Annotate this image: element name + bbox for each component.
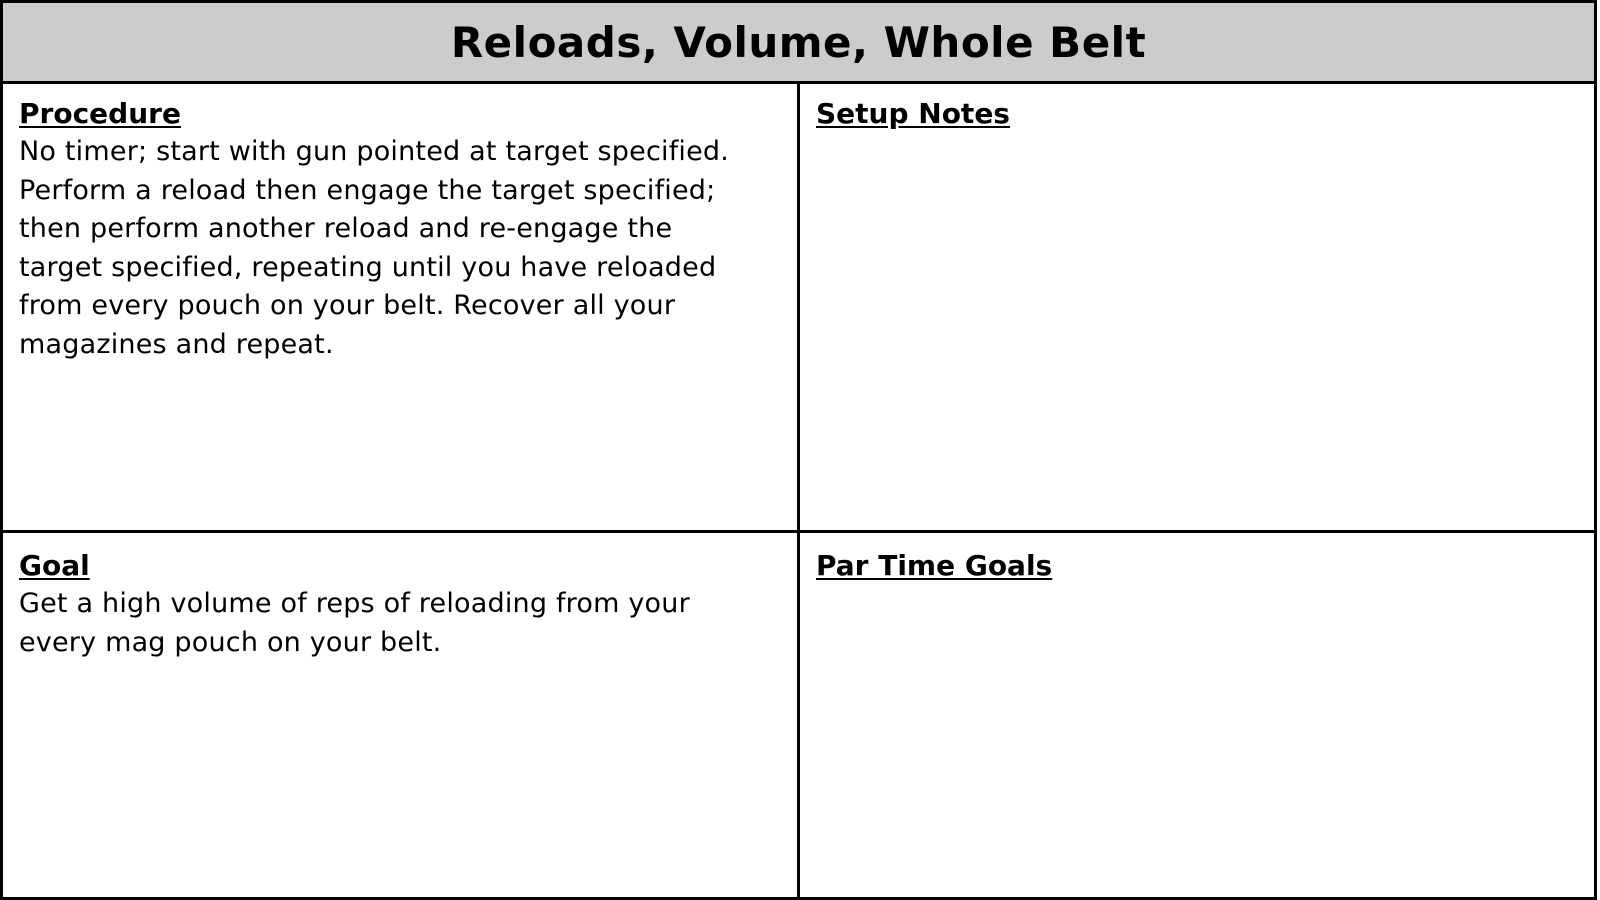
goal-heading: Goal bbox=[19, 549, 90, 582]
par-time-goals-section bbox=[800, 533, 1597, 897]
goal-section bbox=[3, 533, 800, 897]
goal-text: Get a high volume of reps of reloading from your every mag pouch on your belt. bbox=[19, 588, 690, 658]
par-time-goals-heading: Par Time Goals bbox=[816, 549, 1053, 582]
procedure-text: No timer; start with gun pointed at target specified. Perform a reload then engage the target specified; then perform another reload and re-engage the target specified, repeating until you have reloaded from every pouch on your belt. Recover all your magazines and repeat. bbox=[19, 136, 730, 360]
drill-grid bbox=[0, 81, 1597, 900]
title-bar bbox=[0, 0, 1597, 84]
setup-notes-heading: Setup Notes bbox=[816, 97, 1010, 130]
procedure-section bbox=[3, 81, 800, 533]
page-title: Reloads, Volume, Whole Belt bbox=[450, 17, 1147, 67]
setup-notes-section bbox=[800, 81, 1597, 533]
procedure-heading: Procedure bbox=[19, 97, 181, 130]
